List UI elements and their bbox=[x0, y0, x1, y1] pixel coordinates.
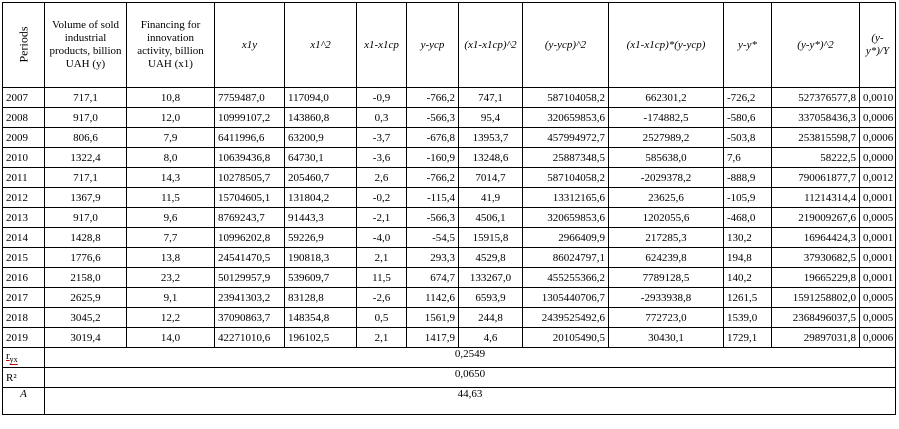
cell-cross: 585638,0 bbox=[609, 148, 724, 168]
cell-xy: 10999107,2 bbox=[215, 108, 285, 128]
cell-year: 2007 bbox=[3, 88, 45, 108]
cell-rel: 0,0000 bbox=[860, 148, 896, 168]
cell-cross: 1202055,6 bbox=[609, 208, 724, 228]
cell-e: -580,6 bbox=[724, 108, 772, 128]
cell-dy: -566,3 bbox=[407, 208, 459, 228]
table-row bbox=[3, 328, 896, 348]
cell-e2: 37930682,5 bbox=[772, 248, 860, 268]
r2-value: 0,0650 bbox=[45, 368, 896, 388]
cell-xy: 24541470,5 bbox=[215, 248, 285, 268]
cell-y: 1322,4 bbox=[45, 148, 127, 168]
cell-dx2: 4506,1 bbox=[459, 208, 523, 228]
cell-e2: 790061877,7 bbox=[772, 168, 860, 188]
cell-x2: 117094,0 bbox=[285, 88, 357, 108]
cell-xy: 7759487,0 bbox=[215, 88, 285, 108]
summary-row-r2 bbox=[3, 368, 896, 388]
a-value: 44,63 bbox=[45, 388, 896, 415]
cell-x: 12,0 bbox=[127, 108, 215, 128]
cell-year: 2008 bbox=[3, 108, 45, 128]
cell-x: 13,8 bbox=[127, 248, 215, 268]
r-value: 0,2549 bbox=[45, 348, 896, 368]
cell-cross: 30430,1 bbox=[609, 328, 724, 348]
r-label: $r_{yx}$ bbox=[3, 348, 45, 368]
cell-cross: 23625,6 bbox=[609, 188, 724, 208]
table-row bbox=[3, 88, 896, 108]
cell-dy2: 20105490,5 bbox=[523, 328, 609, 348]
cell-year: 2017 bbox=[3, 288, 45, 308]
table-row bbox=[3, 188, 896, 208]
header-periods: Periods bbox=[3, 3, 45, 88]
cell-x: 14,3 bbox=[127, 168, 215, 188]
cell-e2: 337058436,3 bbox=[772, 108, 860, 128]
cell-year: 2015 bbox=[3, 248, 45, 268]
cell-e: -726,2 bbox=[724, 88, 772, 108]
cell-e: 1539,0 bbox=[724, 308, 772, 328]
cell-y: 917,0 bbox=[45, 208, 127, 228]
cell-cross: -2933938,8 bbox=[609, 288, 724, 308]
cell-dy2: 1305440706,7 bbox=[523, 288, 609, 308]
cell-x: 14,0 bbox=[127, 328, 215, 348]
cell-y: 3019,4 bbox=[45, 328, 127, 348]
cell-e: 140,2 bbox=[724, 268, 772, 288]
cell-x2: 91443,3 bbox=[285, 208, 357, 228]
header-residual-squared: (y-y*)^2 bbox=[772, 3, 860, 88]
cell-dy2: 587104058,2 bbox=[523, 88, 609, 108]
cell-xy: 23941303,2 bbox=[215, 288, 285, 308]
cell-x: 9,1 bbox=[127, 288, 215, 308]
table-row bbox=[3, 108, 896, 128]
cell-e: 130,2 bbox=[724, 228, 772, 248]
header-volume: Volume of sold industrial products, billion UAH (y) bbox=[45, 3, 127, 88]
cell-xy: 8769243,7 bbox=[215, 208, 285, 228]
table-row bbox=[3, 148, 896, 168]
table-row bbox=[3, 288, 896, 308]
cell-e2: 1591258802,0 bbox=[772, 288, 860, 308]
cell-year: 2013 bbox=[3, 208, 45, 228]
cell-dx: -2,1 bbox=[357, 208, 407, 228]
cell-x2: 64730,1 bbox=[285, 148, 357, 168]
cell-dx: -4,0 bbox=[357, 228, 407, 248]
cell-year: 2009 bbox=[3, 128, 45, 148]
cell-y: 717,1 bbox=[45, 168, 127, 188]
cell-rel: 0,0001 bbox=[860, 248, 896, 268]
cell-x: 7,9 bbox=[127, 128, 215, 148]
cell-dx: 2,1 bbox=[357, 248, 407, 268]
cell-rel: 0,0010 bbox=[860, 88, 896, 108]
cell-dy: -160,9 bbox=[407, 148, 459, 168]
cell-year: 2018 bbox=[3, 308, 45, 328]
cell-x: 8,0 bbox=[127, 148, 215, 168]
cell-dx2: 4529,8 bbox=[459, 248, 523, 268]
cell-xy: 50129957,9 bbox=[215, 268, 285, 288]
cell-e: -503,8 bbox=[724, 128, 772, 148]
cell-year: 2016 bbox=[3, 268, 45, 288]
cell-rel: 0,0006 bbox=[860, 108, 896, 128]
cell-xy: 10278505,7 bbox=[215, 168, 285, 188]
cell-dy2: 86024797,1 bbox=[523, 248, 609, 268]
cell-dy: -566,3 bbox=[407, 108, 459, 128]
cell-dy2: 320659853,6 bbox=[523, 208, 609, 228]
cell-cross: 662301,2 bbox=[609, 88, 724, 108]
cell-cross: 7789128,5 bbox=[609, 268, 724, 288]
cell-e2: 11214314,4 bbox=[772, 188, 860, 208]
cell-dy2: 455255366,2 bbox=[523, 268, 609, 288]
table-row bbox=[3, 268, 896, 288]
cell-dy2: 2966409,9 bbox=[523, 228, 609, 248]
cell-dx2: 95,4 bbox=[459, 108, 523, 128]
cell-e2: 19665229,8 bbox=[772, 268, 860, 288]
cell-y: 1428,8 bbox=[45, 228, 127, 248]
cell-dx2: 4,6 bbox=[459, 328, 523, 348]
header-cross-product: (x1-x1cp)*(y-ycp) bbox=[609, 3, 724, 88]
cell-rel: 0,0006 bbox=[860, 328, 896, 348]
header-x-squared: x1^2 bbox=[285, 3, 357, 88]
summary-row-r bbox=[3, 348, 896, 368]
cell-dy: 1417,9 bbox=[407, 328, 459, 348]
cell-rel: 0,0005 bbox=[860, 288, 896, 308]
cell-rel: 0,0012 bbox=[860, 168, 896, 188]
header-x-deviation: x1-x1cp bbox=[357, 3, 407, 88]
cell-e2: 16964424,3 bbox=[772, 228, 860, 248]
cell-e: 7,6 bbox=[724, 148, 772, 168]
cell-dx: -3,6 bbox=[357, 148, 407, 168]
cell-x: 23,2 bbox=[127, 268, 215, 288]
cell-year: 2010 bbox=[3, 148, 45, 168]
cell-rel: 0,0001 bbox=[860, 188, 896, 208]
cell-e: 194,8 bbox=[724, 248, 772, 268]
cell-xy: 15704605,1 bbox=[215, 188, 285, 208]
cell-y: 1776,6 bbox=[45, 248, 127, 268]
cell-year: 2014 bbox=[3, 228, 45, 248]
table-row bbox=[3, 128, 896, 148]
cell-y: 1367,9 bbox=[45, 188, 127, 208]
cell-cross: 772723,0 bbox=[609, 308, 724, 328]
cell-cross: -2029378,2 bbox=[609, 168, 724, 188]
cell-dy2: 457994972,7 bbox=[523, 128, 609, 148]
cell-e: -888,9 bbox=[724, 168, 772, 188]
r2-label: R² bbox=[3, 368, 45, 388]
table-row bbox=[3, 168, 896, 188]
cell-dy: 1561,9 bbox=[407, 308, 459, 328]
cell-x2: 190818,3 bbox=[285, 248, 357, 268]
cell-dx2: 6593,9 bbox=[459, 288, 523, 308]
cell-e: 1729,1 bbox=[724, 328, 772, 348]
cell-dx: -0,9 bbox=[357, 88, 407, 108]
a-label: $\overline{A}$ bbox=[3, 388, 45, 415]
cell-e2: 219009267,6 bbox=[772, 208, 860, 228]
cell-e2: 527376577,8 bbox=[772, 88, 860, 108]
cell-y: 917,0 bbox=[45, 108, 127, 128]
header-residual: y-y* bbox=[724, 3, 772, 88]
cell-e: 1261,5 bbox=[724, 288, 772, 308]
cell-e2: 2368496037,5 bbox=[772, 308, 860, 328]
cell-dy: 293,3 bbox=[407, 248, 459, 268]
cell-dy2: 587104058,2 bbox=[523, 168, 609, 188]
cell-xy: 10639436,8 bbox=[215, 148, 285, 168]
cell-rel: 0,0005 bbox=[860, 308, 896, 328]
cell-dx2: 747,1 bbox=[459, 88, 523, 108]
cell-x2: 131804,2 bbox=[285, 188, 357, 208]
cell-dx2: 244,8 bbox=[459, 308, 523, 328]
header-y-deviation-squared: (y-ycp)^2 bbox=[523, 3, 609, 88]
cell-x: 12,2 bbox=[127, 308, 215, 328]
cell-x2: 148354,8 bbox=[285, 308, 357, 328]
cell-x: 9,6 bbox=[127, 208, 215, 228]
cell-dx2: 13248,6 bbox=[459, 148, 523, 168]
cell-dx: 0,3 bbox=[357, 108, 407, 128]
cell-x: 11,5 bbox=[127, 188, 215, 208]
cell-year: 2012 bbox=[3, 188, 45, 208]
cell-y: 2625,9 bbox=[45, 288, 127, 308]
summary-row-a bbox=[3, 388, 896, 415]
cell-x: 7,7 bbox=[127, 228, 215, 248]
header-financing: Financing for innovation activity, billion UAH (x1) bbox=[127, 3, 215, 88]
cell-year: 2019 bbox=[3, 328, 45, 348]
cell-e: -468,0 bbox=[724, 208, 772, 228]
cell-rel: 0,0001 bbox=[860, 268, 896, 288]
cell-e2: 58222,5 bbox=[772, 148, 860, 168]
cell-x: 10,8 bbox=[127, 88, 215, 108]
cell-x2: 205460,7 bbox=[285, 168, 357, 188]
cell-dx: 2,1 bbox=[357, 328, 407, 348]
cell-dx: 11,5 bbox=[357, 268, 407, 288]
header-row bbox=[3, 3, 896, 88]
regression-table bbox=[2, 2, 896, 415]
cell-dx: -3,7 bbox=[357, 128, 407, 148]
cell-cross: 2527989,2 bbox=[609, 128, 724, 148]
header-y-deviation: y-ycp bbox=[407, 3, 459, 88]
cell-y: 3045,2 bbox=[45, 308, 127, 328]
cell-dy: -54,5 bbox=[407, 228, 459, 248]
cell-dy: -115,4 bbox=[407, 188, 459, 208]
cell-dy2: 13312165,6 bbox=[523, 188, 609, 208]
cell-year: 2011 bbox=[3, 168, 45, 188]
table-row bbox=[3, 308, 896, 328]
cell-xy: 42271010,6 bbox=[215, 328, 285, 348]
table-row bbox=[3, 208, 896, 228]
cell-dx2: 13953,7 bbox=[459, 128, 523, 148]
cell-y: 717,1 bbox=[45, 88, 127, 108]
cell-rel: 0,0001 bbox=[860, 228, 896, 248]
cell-xy: 37090863,7 bbox=[215, 308, 285, 328]
cell-x2: 539609,7 bbox=[285, 268, 357, 288]
cell-cross: -174882,5 bbox=[609, 108, 724, 128]
cell-dx: -0,2 bbox=[357, 188, 407, 208]
cell-rel: 0,0005 bbox=[860, 208, 896, 228]
cell-xy: 6411996,6 bbox=[215, 128, 285, 148]
cell-x2: 143860,8 bbox=[285, 108, 357, 128]
cell-x2: 196102,5 bbox=[285, 328, 357, 348]
cell-dy2: 25887348,5 bbox=[523, 148, 609, 168]
cell-cross: 624239,8 bbox=[609, 248, 724, 268]
cell-e2: 253815598,7 bbox=[772, 128, 860, 148]
cell-x2: 63200,9 bbox=[285, 128, 357, 148]
cell-dy: -766,2 bbox=[407, 168, 459, 188]
cell-dy: -676,8 bbox=[407, 128, 459, 148]
cell-e2: 29897031,8 bbox=[772, 328, 860, 348]
cell-y: 806,6 bbox=[45, 128, 127, 148]
cell-dx2: 41,9 bbox=[459, 188, 523, 208]
header-xy: x1y bbox=[215, 3, 285, 88]
cell-dy: -766,2 bbox=[407, 88, 459, 108]
table-row bbox=[3, 248, 896, 268]
cell-x2: 59226,9 bbox=[285, 228, 357, 248]
cell-y: 2158,0 bbox=[45, 268, 127, 288]
cell-dx2: 15915,8 bbox=[459, 228, 523, 248]
cell-cross: 217285,3 bbox=[609, 228, 724, 248]
header-x-deviation-squared: (x1-x1cp)^2 bbox=[459, 3, 523, 88]
cell-e: -105,9 bbox=[724, 188, 772, 208]
cell-dy2: 320659853,6 bbox=[523, 108, 609, 128]
header-relative-error: (y-y*)/Y bbox=[860, 3, 896, 88]
cell-dx: 2,6 bbox=[357, 168, 407, 188]
table-row bbox=[3, 228, 896, 248]
cell-dx2: 7014,7 bbox=[459, 168, 523, 188]
cell-dx: -2,6 bbox=[357, 288, 407, 308]
cell-dy2: 2439525492,6 bbox=[523, 308, 609, 328]
cell-dx: 0,5 bbox=[357, 308, 407, 328]
cell-xy: 10996202,8 bbox=[215, 228, 285, 248]
cell-dy: 674,7 bbox=[407, 268, 459, 288]
cell-x2: 83128,8 bbox=[285, 288, 357, 308]
cell-rel: 0,0006 bbox=[860, 128, 896, 148]
cell-dx2: 133267,0 bbox=[459, 268, 523, 288]
cell-dy: 1142,6 bbox=[407, 288, 459, 308]
